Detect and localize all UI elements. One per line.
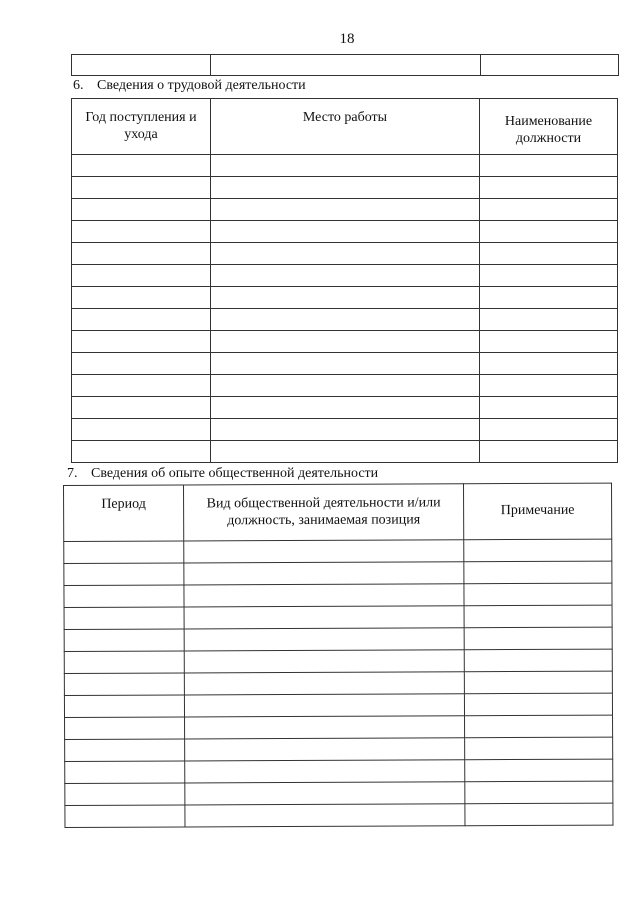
column-divider [210, 55, 211, 75]
empty-cell[interactable] [64, 563, 184, 586]
empty-cell[interactable] [211, 375, 480, 397]
empty-cell[interactable] [480, 375, 618, 397]
empty-cell[interactable] [211, 155, 480, 177]
empty-cell[interactable] [464, 605, 612, 628]
empty-cell[interactable] [64, 695, 184, 718]
empty-cell[interactable] [72, 441, 211, 463]
table-row [72, 419, 618, 441]
column-header-position: Наименование должности [480, 99, 618, 155]
empty-cell[interactable] [464, 627, 612, 650]
empty-cell[interactable] [211, 331, 480, 353]
empty-cell[interactable] [480, 199, 618, 221]
empty-cell[interactable] [72, 199, 211, 221]
empty-cell[interactable] [480, 441, 618, 463]
table-row [65, 759, 613, 783]
table-row [72, 243, 618, 265]
table-row [64, 605, 612, 629]
table-row [64, 627, 612, 651]
table-row [65, 803, 613, 827]
empty-cell[interactable] [480, 243, 618, 265]
table-row [72, 265, 618, 287]
column-header-workplace: Место работы [211, 99, 480, 155]
empty-cell[interactable] [65, 761, 185, 784]
empty-cell[interactable] [65, 805, 185, 828]
empty-cell[interactable] [72, 397, 211, 419]
empty-cell[interactable] [72, 375, 211, 397]
empty-cell[interactable] [184, 628, 464, 651]
empty-cell[interactable] [65, 783, 185, 806]
empty-cell[interactable] [185, 782, 465, 805]
table-row [72, 353, 618, 375]
empty-cell[interactable] [72, 419, 211, 441]
table-row [72, 397, 618, 419]
empty-cell[interactable] [72, 265, 211, 287]
table-row [72, 309, 618, 331]
empty-cell[interactable] [480, 331, 618, 353]
empty-cell[interactable] [185, 760, 465, 783]
empty-cell[interactable] [72, 221, 211, 243]
empty-cell[interactable] [64, 651, 184, 674]
empty-cell[interactable] [65, 717, 185, 740]
table-row [72, 177, 618, 199]
table-row [65, 781, 613, 805]
empty-cell[interactable] [480, 177, 618, 199]
empty-cell[interactable] [464, 649, 612, 672]
empty-cell[interactable] [464, 671, 612, 694]
column-header-years: Год поступления и ухода [72, 99, 211, 155]
table-row [64, 583, 612, 607]
table-row [65, 737, 613, 761]
section-7-heading [67, 466, 378, 482]
empty-cell[interactable] [211, 287, 480, 309]
empty-cell[interactable] [185, 716, 465, 739]
empty-cell[interactable] [64, 673, 184, 696]
empty-cell[interactable] [72, 155, 211, 177]
table-row [64, 649, 612, 673]
empty-cell[interactable] [465, 803, 613, 826]
empty-cell[interactable] [464, 583, 612, 606]
empty-cell[interactable] [64, 585, 184, 608]
table-row [72, 287, 618, 309]
section-number: 6. [73, 78, 84, 93]
column-header-activity: Вид общественной деятельности и/или должность, занимаемая позиция [184, 484, 464, 541]
section-title: Сведения об опыте общественной деятельности [91, 466, 379, 481]
table-row [64, 693, 612, 717]
column-header-period: Период [64, 485, 184, 542]
empty-cell[interactable] [184, 672, 464, 695]
column-divider [480, 55, 481, 75]
table-row [72, 441, 618, 463]
empty-cell[interactable] [72, 309, 211, 331]
empty-cell[interactable] [211, 397, 480, 419]
empty-cell[interactable] [65, 739, 185, 762]
section-6-heading [73, 78, 306, 94]
page-number: 18 [339, 31, 355, 47]
empty-cell[interactable] [211, 419, 480, 441]
column-header-note: Примечание [463, 483, 611, 540]
empty-cell[interactable] [480, 221, 618, 243]
section-title: Сведения о трудовой деятельности [97, 78, 306, 93]
empty-cell[interactable] [211, 265, 480, 287]
empty-cell[interactable] [465, 737, 613, 760]
table-row [72, 155, 618, 177]
empty-cell[interactable] [64, 607, 184, 630]
empty-cell[interactable] [184, 606, 464, 629]
empty-cell[interactable] [465, 715, 613, 738]
table-row [72, 199, 618, 221]
empty-cell[interactable] [211, 309, 480, 331]
empty-cell[interactable] [72, 177, 211, 199]
empty-cell[interactable] [480, 287, 618, 309]
empty-cell[interactable] [72, 287, 211, 309]
empty-cell[interactable] [185, 738, 465, 761]
empty-cell[interactable] [211, 243, 480, 265]
previous-table-continuation [71, 54, 619, 76]
empty-cell[interactable] [211, 177, 480, 199]
empty-cell[interactable] [465, 781, 613, 804]
empty-cell[interactable] [184, 540, 464, 563]
table-row [64, 539, 612, 563]
empty-cell[interactable] [184, 562, 464, 585]
empty-cell[interactable] [64, 541, 184, 564]
table-row [72, 331, 618, 353]
empty-cell[interactable] [464, 693, 612, 716]
table-row [65, 715, 613, 739]
empty-cell[interactable] [211, 221, 480, 243]
empty-cell[interactable] [480, 155, 618, 177]
table-row [72, 375, 618, 397]
empty-cell[interactable] [480, 265, 618, 287]
empty-cell[interactable] [480, 397, 618, 419]
empty-cell[interactable] [464, 539, 612, 562]
empty-cell[interactable] [464, 561, 612, 584]
table-row [64, 671, 612, 695]
empty-cell[interactable] [184, 694, 464, 717]
empty-cell[interactable] [480, 353, 618, 375]
empty-cell[interactable] [211, 441, 480, 463]
employment-history-table [71, 98, 618, 463]
empty-cell[interactable] [72, 353, 211, 375]
empty-cell[interactable] [480, 309, 618, 331]
table-row [72, 221, 618, 243]
empty-cell[interactable] [64, 629, 184, 652]
empty-cell[interactable] [184, 584, 464, 607]
empty-cell[interactable] [480, 419, 618, 441]
table-row [64, 561, 612, 585]
empty-cell[interactable] [72, 243, 211, 265]
empty-cell[interactable] [211, 199, 480, 221]
empty-cell[interactable] [185, 804, 465, 827]
empty-cell[interactable] [211, 353, 480, 375]
empty-cell[interactable] [72, 331, 211, 353]
public-activity-table [63, 483, 613, 828]
empty-cell[interactable] [184, 650, 464, 673]
empty-cell[interactable] [465, 759, 613, 782]
section-number: 7. [67, 466, 78, 481]
